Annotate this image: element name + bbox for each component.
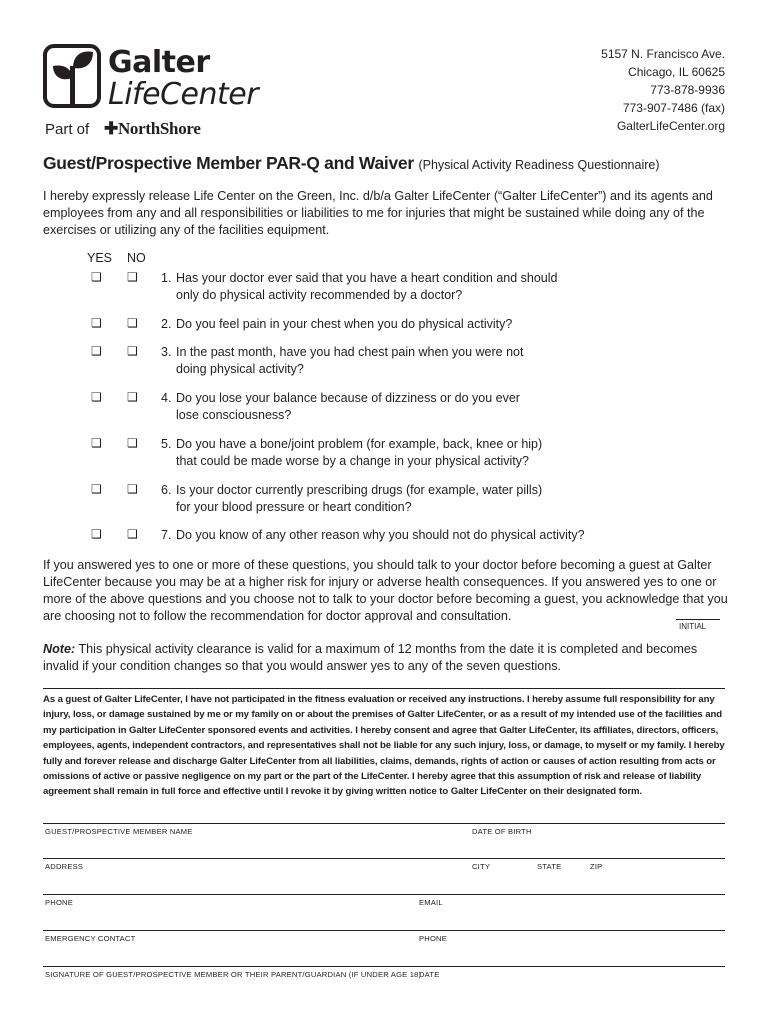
initial-label: INITIAL <box>679 622 707 631</box>
phone-email-line <box>43 894 725 895</box>
address-field-label: ADDRESS <box>45 862 84 871</box>
form-title: Guest/Prospective Member PAR-Q and Waiver (Physical Activity Readiness Questionnaire) <box>43 153 660 173</box>
signature-line <box>43 966 725 967</box>
release-paragraph: I hereby expressly release Life Center on the Green, Inc. d/b/a Galter LifeCenter (“Galter LifeCenter”) and its agents and employees from any and all responsibilities or liabilities to me for injuries that might be sustained while doing any of the exercises or utilizing any of the facilities equipment. <box>43 189 713 237</box>
waiver-paragraph: As a guest of Galter LifeCenter, I have not participated in the fitness evaluation or received any instructions. I hereby assume full responsibility for any injury, loss, or damage sustained by me or my family on or about the premises of Galter LifeCenter, or as a result of my intended use of the facilities and my participation in Galter LifeCenter sponsored events and activities. I hereby consent and agree that Galter LifeCenter, its affiliates, directors, officers, employees, agents, independent contractors, and representatives shall not be liable for any such injury, loss, or damage, to myself or my family. I hereby fully and forever release and discharge Galter LifeCenter from all liabilities, claims, demands, rights of action or causes of action resulting from acts or omissions of active or passive negligence on my part or the part of the LifeCenter. I hereby agree that this assumption of risk and release of liability agreement shall remain in full force and effective until I revoke it by giving written notice to Galter LifeCenter on their designated form. <box>43 694 725 798</box>
date-field-label: DATE <box>419 970 440 979</box>
q4-yes-checkbox[interactable]: ❑ <box>91 390 102 404</box>
q3-no-checkbox[interactable]: ❑ <box>127 344 138 358</box>
state-field-label: STATE <box>537 862 562 871</box>
q7-no-checkbox[interactable]: ❑ <box>127 527 138 541</box>
address-block <box>601 45 725 135</box>
consultation-paragraph: If you answered yes to one or more of these questions, you should talk to your doctor before becoming a guest at Galter LifeCenter because you may be at a higher risk for injury or adverse health consequences. If you answered yes to one or more of the above questions and you choose not to talk to your doctor before becoming a guest, you acknowledge that you are choosing not to follow the recommendation for doctor approval and consultation. <box>43 558 728 623</box>
q1-no-checkbox[interactable]: ❑ <box>127 270 138 284</box>
email-field-label: EMAIL <box>419 898 443 907</box>
question-4: 4. Do you lose your balance because of dizziness or do you ever lose consciousness? <box>161 391 520 422</box>
name-field-label: GUEST/PROSPECTIVE MEMBER NAME <box>45 827 193 836</box>
initial-field[interactable] <box>676 619 720 620</box>
brand-name-line2: LifeCenter <box>108 77 259 112</box>
zip-field-label: ZIP <box>590 862 603 871</box>
address-phone: 773-878-9936 <box>650 83 725 97</box>
q4-no-checkbox[interactable]: ❑ <box>127 390 138 404</box>
address-website: GalterLifeCenter.org <box>616 119 725 133</box>
brand-name-line1: Galter <box>108 45 210 80</box>
q5-no-checkbox[interactable]: ❑ <box>127 436 138 450</box>
question-7: 7. Do you know of any other reason why you should not do physical activity? <box>161 528 585 542</box>
q6-yes-checkbox[interactable]: ❑ <box>91 482 102 496</box>
question-3: 3. In the past month, have you had chest pain when you were not doing physical activity? <box>161 345 524 376</box>
emergency-contact-label: EMERGENCY CONTACT <box>45 934 136 943</box>
no-column-header: NO <box>127 251 146 265</box>
address-street: 5157 N. Francisco Ave. <box>601 47 725 61</box>
note-paragraph: Note: This physical activity clearance is valid for a maximum of 12 months from the date it is completed and becomes invalid if your condition changes so that you would answer yes to any of the seven questions. <box>43 642 698 673</box>
note-label: Note: <box>43 642 76 656</box>
city-field-label: CITY <box>472 862 491 871</box>
phone-field-label: PHONE <box>45 898 74 907</box>
signature-field-label: SIGNATURE OF GUEST/PROSPECTIVE MEMBER OR THEIR PARENT/GUARDIAN (IF UNDER AGE 18) <box>45 970 422 979</box>
address-city: Chicago, IL 60625 <box>628 65 725 79</box>
northshore-cross-icon: ✚ <box>104 119 118 138</box>
address-line <box>43 858 725 859</box>
q6-no-checkbox[interactable]: ❑ <box>127 482 138 496</box>
q2-no-checkbox[interactable]: ❑ <box>127 316 138 330</box>
emergency-line <box>43 930 725 931</box>
q2-yes-checkbox[interactable]: ❑ <box>91 316 102 330</box>
q1-yes-checkbox[interactable]: ❑ <box>91 270 102 284</box>
q3-yes-checkbox[interactable]: ❑ <box>91 344 102 358</box>
question-6: 6. Is your doctor currently prescribing drugs (for example, water pills) for your blood pressure or heart condition? <box>161 483 543 514</box>
galter-logo-icon <box>43 44 101 108</box>
yes-column-header: YES <box>87 251 113 265</box>
emergency-phone-label: PHONE <box>419 934 448 943</box>
form-subtitle: (Physical Activity Readiness Questionnaire) <box>418 158 660 172</box>
question-5: 5. Do you have a bone/joint problem (for example, back, knee or hip) that could be made worse by a change in your physical activity? <box>161 437 543 468</box>
address-fax: 773-907-7486 (fax) <box>622 101 725 115</box>
part-of-label: Part of <box>45 121 90 138</box>
name-dob-line <box>43 823 725 824</box>
waiver-divider <box>43 688 725 689</box>
q7-yes-checkbox[interactable]: ❑ <box>91 527 102 541</box>
dob-field-label: DATE OF BIRTH <box>472 827 532 836</box>
question-1: 1. Has your doctor ever said that you have a heart condition and should only do physical activity recommended by a doctor? <box>161 271 558 302</box>
q5-yes-checkbox[interactable]: ❑ <box>91 436 102 450</box>
question-2: 2. Do you feel pain in your chest when you do physical activity? <box>161 317 513 331</box>
northshore-logo: ✚NorthShore <box>104 119 201 138</box>
